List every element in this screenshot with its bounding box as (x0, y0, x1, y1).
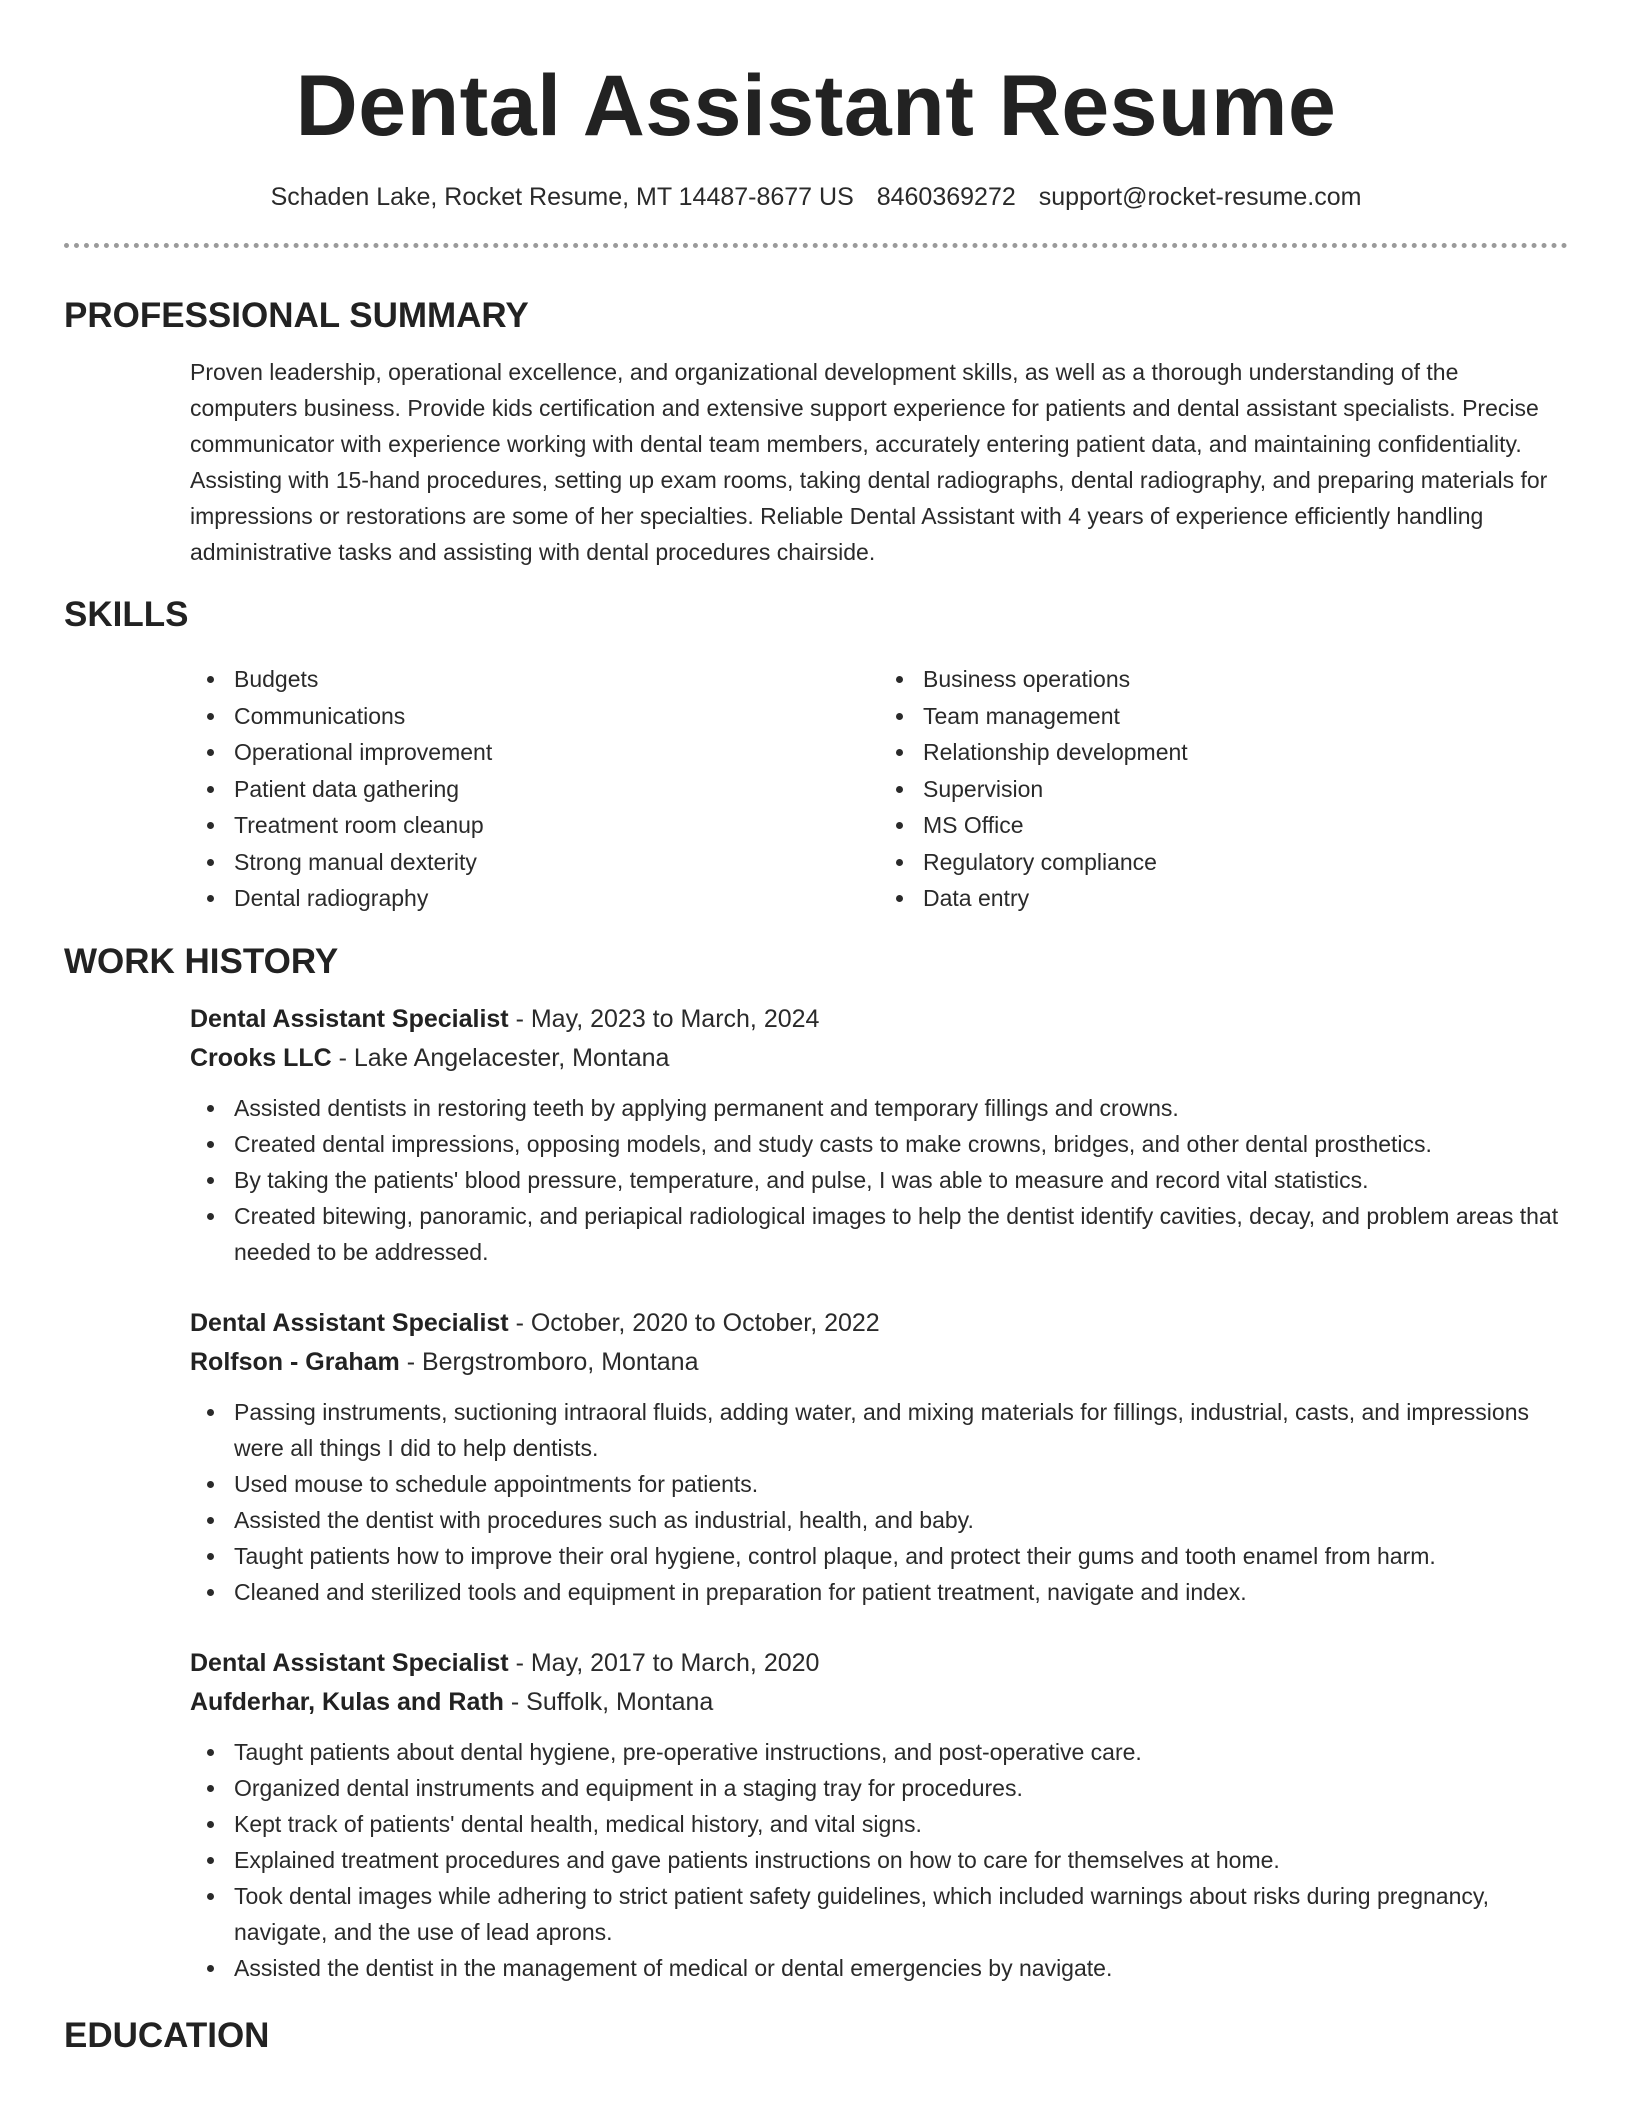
job-bullet: Taught patients about dental hygiene, pre-operative instructions, and post-operative care. (234, 1734, 1568, 1770)
job-location: - Lake Angelacester, Montana (331, 1043, 670, 1072)
job-company-line (190, 1683, 1568, 1722)
contact-phone: 8460369272 (876, 183, 1016, 211)
education-heading: EDUCATION (64, 2015, 270, 2055)
summary-text: Proven leadership, operational excellence, and organizational development skills, as well as a thorough understanding of the computers business. Provide kids certification and extensive support experience for patients and dental assistant specialists. Precise communicator with experience working with dental team members, accurately entering patient data, and maintaining confidentiality. Assisting with 15-hand procedures, setting up exam rooms, taking dental radiographs, dental radiography, and preparing materials for impressions or restorations are some of her specialties. Reliable Dental Assistant with 4 years of experience efficiently handling administrative tasks and assisting with dental procedures chairside. (190, 359, 1548, 565)
job-bullet: Taught patients how to improve their oral hygiene, control plaque, and protect their gums and tooth enamel from harm. (234, 1538, 1568, 1574)
skill-item: Team management (923, 698, 1568, 735)
job-bullet: Organized dental instruments and equipment in a staging tray for procedures. (234, 1770, 1568, 1806)
skill-item: Data entry (923, 880, 1568, 917)
job-title: Dental Assistant Specialist (190, 1648, 509, 1677)
skill-item: Treatment room cleanup (234, 807, 879, 844)
skills-heading: SKILLS (64, 595, 189, 634)
job-company: Aufderhar, Kulas and Rath (190, 1687, 504, 1716)
work-history-heading: WORK HISTORY (64, 941, 339, 981)
skill-item: Operational improvement (234, 734, 879, 771)
job-bullet-list (190, 1090, 1568, 1270)
contact-info (64, 182, 1568, 212)
job-bullet: Used mouse to schedule appointments for patients. (234, 1466, 1568, 1502)
skill-item: Strong manual dexterity (234, 844, 879, 881)
resume-title: Dental Assistant Resume (295, 58, 1337, 154)
job-dates: - October, 2020 to October, 2022 (508, 1308, 880, 1337)
skill-item: Relationship development (923, 734, 1568, 771)
job-company-line (190, 1343, 1568, 1382)
job-bullet: Assisted dentists in restoring teeth by applying permanent and temporary fillings and crowns. (234, 1090, 1568, 1126)
job-bullet: Cleaned and sterilized tools and equipment in preparation for patient treatment, navigate and index. (234, 1574, 1568, 1610)
resume-page (64, 0, 1568, 2058)
job-entry (190, 1304, 1568, 1610)
job-dates: - May, 2017 to March, 2020 (508, 1648, 820, 1677)
job-bullet-list (190, 1734, 1568, 1986)
skills-column-left (190, 661, 879, 917)
job-bullet-list (190, 1394, 1568, 1610)
skills-section (64, 593, 1568, 917)
skill-item: Regulatory compliance (923, 844, 1568, 881)
job-company: Crooks LLC (190, 1043, 332, 1072)
education-section (64, 2014, 1568, 2058)
job-bullet: Created bitewing, panoramic, and periapical radiological images to help the dentist identify cavities, decay, and problem areas that needed to be addressed. (234, 1198, 1568, 1270)
skill-item: Patient data gathering (234, 771, 879, 808)
job-location: - Bergstromboro, Montana (399, 1347, 699, 1376)
job-bullet: Explained treatment procedures and gave patients instructions on how to care for themselves at home. (234, 1842, 1568, 1878)
job-title: Dental Assistant Specialist (190, 1308, 509, 1337)
job-title-line (190, 1000, 1568, 1039)
job-title-line (190, 1644, 1568, 1683)
job-location: - Suffolk, Montana (503, 1687, 714, 1716)
skill-item: Supervision (923, 771, 1568, 808)
job-bullet: Assisted the dentist in the management of medical or dental emergencies by navigate. (234, 1950, 1568, 1986)
skills-column-right (879, 661, 1568, 917)
skill-item: Communications (234, 698, 879, 735)
job-entry (190, 1000, 1568, 1270)
job-title-line (190, 1304, 1568, 1343)
job-bullet: Took dental images while adhering to strict patient safety guidelines, which included warnings about risks during pregnancy, navigate, and the use of lead aprons. (234, 1878, 1568, 1950)
job-title: Dental Assistant Specialist (190, 1004, 509, 1033)
professional-summary-section (64, 294, 1568, 570)
job-entry (190, 1644, 1568, 1986)
summary-heading: PROFESSIONAL SUMMARY (64, 296, 529, 335)
skill-item: Budgets (234, 661, 879, 698)
work-history-section (64, 940, 1568, 1986)
job-bullet: Assisted the dentist with procedures such as industrial, health, and baby. (234, 1502, 1568, 1538)
header-divider (64, 243, 1568, 248)
skills-grid (190, 661, 1568, 917)
job-company-line (190, 1039, 1568, 1078)
contact-email: support@rocket-resume.com (1038, 183, 1362, 211)
skill-item: Business operations (923, 661, 1568, 698)
job-company: Rolfson - Graham (190, 1347, 400, 1376)
contact-address: Schaden Lake, Rocket Resume, MT 14487-8677 US (270, 183, 854, 211)
job-list (190, 1000, 1568, 1986)
job-bullet: Kept track of patients' dental health, medical history, and vital signs. (234, 1806, 1568, 1842)
skill-item: MS Office (923, 807, 1568, 844)
skill-item: Dental radiography (234, 880, 879, 917)
job-bullet: By taking the patients' blood pressure, temperature, and pulse, I was able to measure and record vital statistics. (234, 1162, 1568, 1198)
job-bullet: Passing instruments, suctioning intraoral fluids, adding water, and mixing materials for fillings, industrial, casts, and impressions were all things I did to help dentists. (234, 1394, 1568, 1466)
job-dates: - May, 2023 to March, 2024 (508, 1004, 820, 1033)
job-bullet: Created dental impressions, opposing models, and study casts to make crowns, bridges, and other dental prosthetics. (234, 1126, 1568, 1162)
